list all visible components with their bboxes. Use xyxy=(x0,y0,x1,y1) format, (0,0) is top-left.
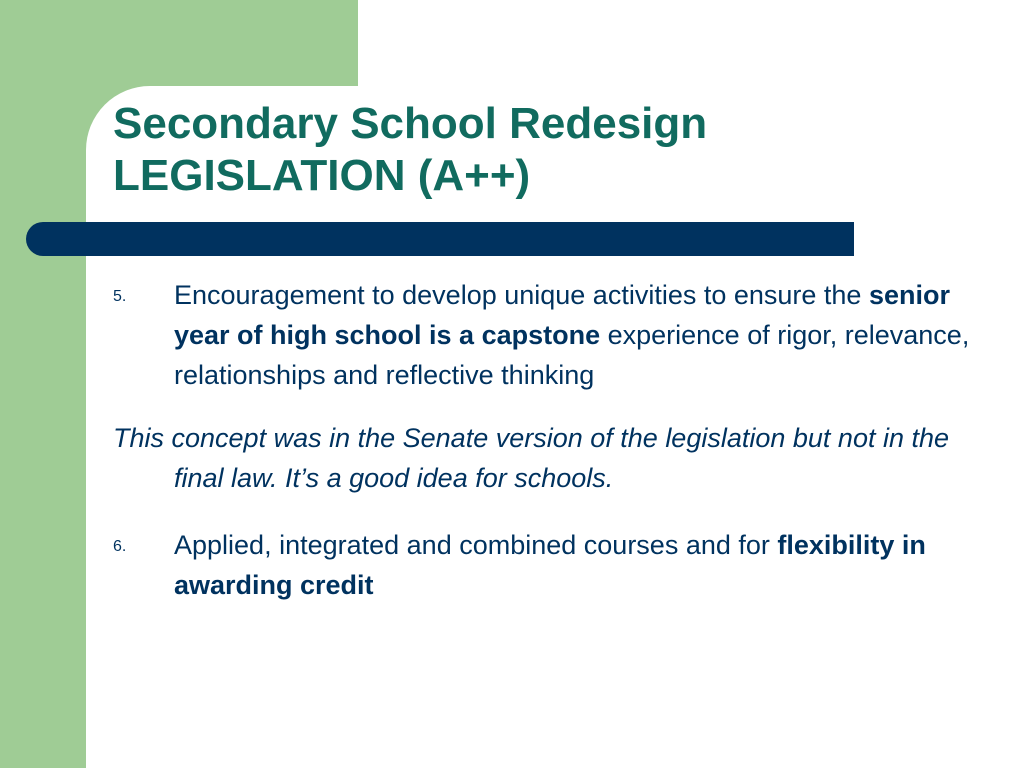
list-number: 5. xyxy=(113,288,127,305)
item-bold-text: flexibility in awarding credit xyxy=(174,530,926,600)
slide-body xyxy=(113,275,973,605)
title-divider-bar xyxy=(26,222,854,256)
list-number: 6. xyxy=(113,538,127,555)
title-line-1: Secondary School Redesign xyxy=(113,99,708,148)
item-text-continued: experience of rigor, relevance, relationships and reflective thinking xyxy=(174,320,970,390)
list-item-6 xyxy=(113,525,973,605)
item-bold-text: senior year of high school is a capstone xyxy=(174,280,950,350)
list-item-5 xyxy=(113,275,973,395)
title-line-2: LEGISLATION (A++) xyxy=(113,151,531,200)
slide-title xyxy=(113,98,993,202)
item-text: Applied, integrated and combined courses and for xyxy=(174,530,778,560)
item-text: Encouragement to develop unique activities to ensure the xyxy=(174,280,869,310)
note-paragraph: This concept was in the Senate version of the legislation but not in the final law. It’s a good idea for schools. xyxy=(113,423,950,493)
